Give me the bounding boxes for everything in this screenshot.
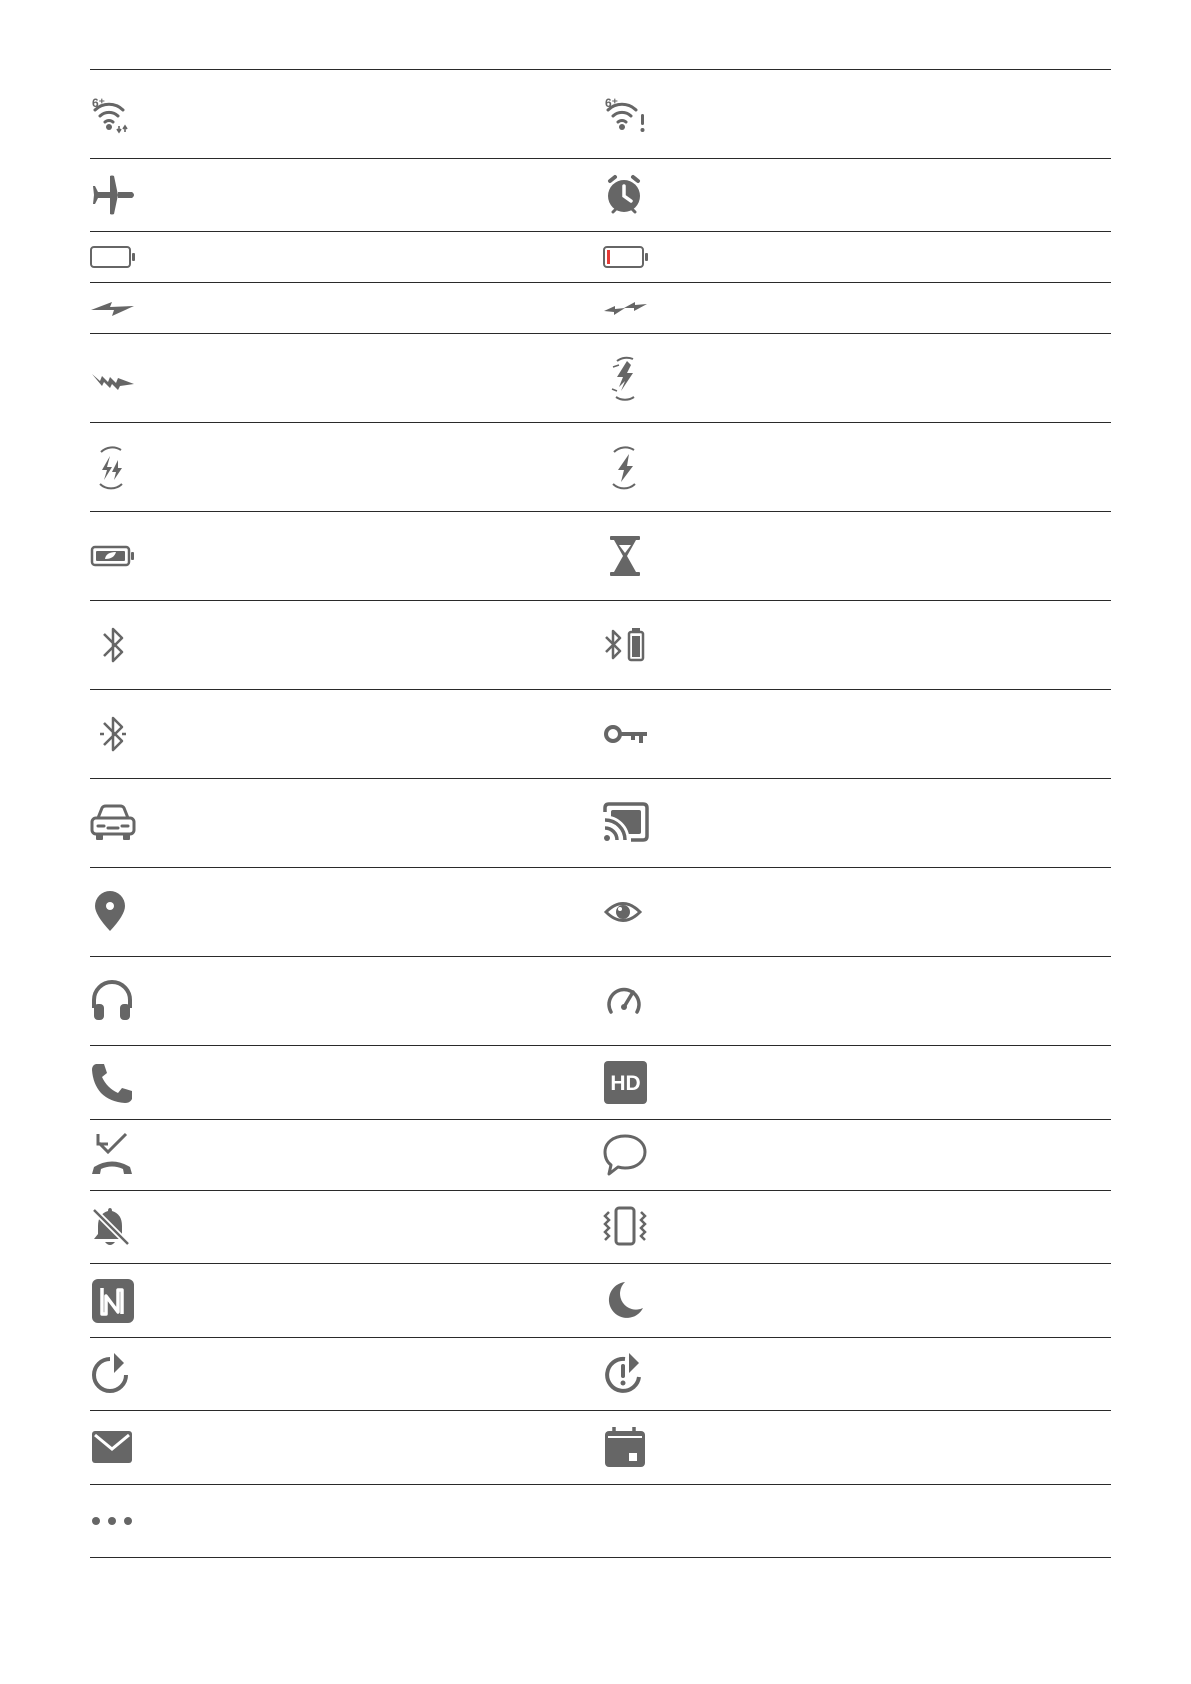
event-reminder-icon [603, 1425, 649, 1471]
syncing-icon [90, 1351, 136, 1397]
airplane-mode-icon [90, 172, 136, 218]
icon-cell [603, 70, 649, 158]
icon-cell [90, 232, 136, 282]
silent-mode-icon [90, 1204, 136, 1250]
table-row [90, 1191, 1111, 1264]
wireless-fast-charging-icon [90, 442, 136, 492]
table-row [90, 423, 1111, 512]
icon-cell [90, 779, 136, 867]
more-notifications-icon [90, 1498, 136, 1544]
icon-cell [90, 1485, 136, 1557]
table-row [90, 159, 1111, 232]
icon-cell [603, 1120, 649, 1190]
table-row [90, 957, 1111, 1046]
wifi6-plus-data-icon [90, 94, 136, 134]
table-row [90, 601, 1111, 690]
icon-cell [603, 1411, 649, 1484]
bluetooth-battery-icon [603, 622, 649, 668]
table-row [90, 1046, 1111, 1120]
bluetooth-connected-icon [90, 711, 136, 757]
icon-cell [603, 779, 649, 867]
icon-cell [603, 159, 649, 231]
icon-cell [603, 423, 649, 511]
bluetooth-icon [90, 622, 136, 668]
charging-icon [90, 296, 136, 320]
icon-cell [603, 512, 649, 600]
eye-comfort-icon [603, 889, 649, 935]
table-row [90, 1120, 1111, 1191]
icon-cell [90, 1120, 136, 1190]
hd-call-icon [603, 1060, 649, 1106]
new-email-icon [90, 1425, 136, 1471]
battery-low-icon [603, 245, 649, 269]
call-icon [90, 1060, 136, 1106]
status-icon-table [90, 69, 1111, 1558]
table-row [90, 1411, 1111, 1485]
digital-balance-icon [603, 533, 649, 579]
table-row [90, 868, 1111, 957]
performance-mode-icon [603, 978, 649, 1024]
wifi6-plus-no-internet-icon [603, 94, 649, 134]
icon-cell [90, 601, 136, 689]
table-row [90, 1264, 1111, 1338]
icon-cell [603, 957, 649, 1045]
table-row [90, 70, 1111, 159]
svg-text:6⁺: 6⁺ [605, 96, 619, 110]
svg-text:6⁺: 6⁺ [92, 96, 106, 110]
svg-text:HD: HD [610, 1071, 641, 1095]
screen-projection-icon [603, 800, 649, 846]
icon-cell [603, 232, 649, 282]
vpn-key-icon [603, 711, 649, 757]
icon-cell [603, 283, 649, 333]
location-icon [90, 889, 136, 935]
icon-cell [90, 334, 136, 422]
icon-cell [603, 601, 649, 689]
icon-cell [603, 334, 649, 422]
table-row [90, 283, 1111, 334]
table-row [90, 334, 1111, 423]
icon-cell [90, 70, 136, 158]
super-charging-icon [603, 296, 649, 320]
icon-cell [90, 1191, 136, 1263]
icon-cell [90, 159, 136, 231]
icon-cell [603, 1046, 649, 1119]
power-saving-mode-icon [90, 544, 136, 568]
vibration-icon [603, 1204, 649, 1250]
icon-cell [90, 1338, 136, 1410]
icon-cell [90, 690, 136, 778]
table-row [90, 232, 1111, 283]
icon-cell [90, 957, 136, 1045]
icon-cell [90, 1264, 136, 1337]
icon-cell [603, 1264, 649, 1337]
wireless-super-charging-icon [603, 353, 649, 403]
table-row [90, 1338, 1111, 1411]
fast-charging-icon [90, 364, 136, 392]
icon-cell [90, 868, 136, 956]
alarm-icon [603, 172, 649, 218]
battery-empty-icon [90, 245, 136, 269]
nfc-icon [90, 1278, 136, 1324]
wireless-charging-icon [603, 442, 649, 492]
icon-cell [603, 1191, 649, 1263]
do-not-disturb-icon [603, 1278, 649, 1324]
icon-cell [90, 423, 136, 511]
table-row [90, 512, 1111, 601]
headset-icon [90, 978, 136, 1024]
table-row [90, 779, 1111, 868]
table-row [90, 1485, 1111, 1558]
icon-cell [603, 868, 649, 956]
new-message-icon [603, 1132, 649, 1178]
sync-failed-icon [603, 1351, 649, 1397]
icon-cell [90, 512, 136, 600]
icon-cell [603, 690, 649, 778]
icon-cell [90, 1046, 136, 1119]
missed-call-icon [90, 1132, 136, 1178]
icon-cell [603, 1338, 649, 1410]
table-row [90, 690, 1111, 779]
icon-cell [90, 1411, 136, 1484]
icon-cell [90, 283, 136, 333]
driving-mode-icon [90, 800, 136, 846]
